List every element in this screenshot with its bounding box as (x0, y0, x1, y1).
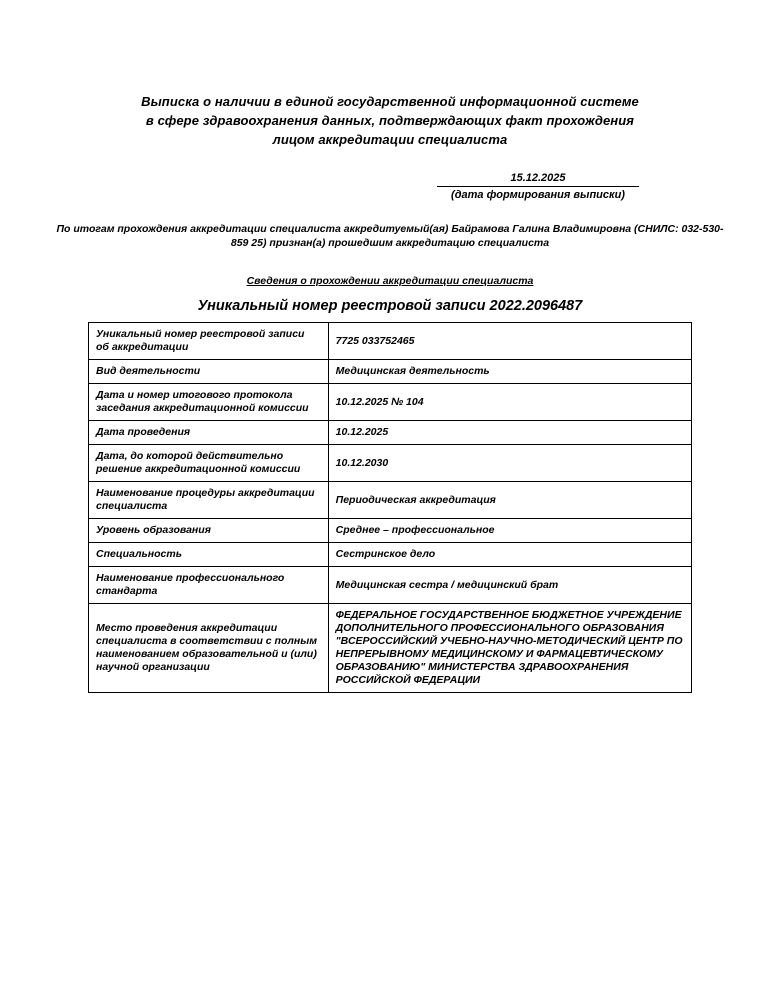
row-label: Наименование процедуры аккредитации специалиста (89, 482, 329, 519)
row-label: Дата проведения (89, 421, 329, 445)
row-value: Медицинская деятельность (328, 360, 691, 384)
row-value: Медицинская сестра / медицинский брат (328, 567, 691, 604)
row-value: Сестринское дело (328, 543, 691, 567)
document-title: Выписка о наличии в единой государственной информационной системе в сфере здравоохранения данных, подтверждающих факт прохождения лицом аккредитации специалиста (141, 94, 639, 147)
row-value: 7725 033752465 (328, 323, 691, 360)
table-row (89, 445, 692, 482)
extract-date-caption: (дата формирования выписки) (451, 189, 625, 201)
date-block (437, 171, 639, 202)
table-row (89, 519, 692, 543)
table-row (89, 543, 692, 567)
row-label: Дата и номер итогового протокола заседания аккредитационной комиссии (89, 384, 329, 421)
table-row (89, 384, 692, 421)
section-heading: Сведения о прохождении аккредитации специалиста (246, 275, 534, 287)
row-value: 10.12.2025 № 104 (328, 384, 691, 421)
row-label: Дата, до которой действительно решение аккредитационной комиссии (89, 445, 329, 482)
accreditation-table (88, 322, 692, 693)
table-row (89, 604, 692, 693)
row-label: Специальность (89, 543, 329, 567)
table-row (89, 421, 692, 445)
table-row (89, 482, 692, 519)
row-value: Периодическая аккредитация (328, 482, 691, 519)
row-label: Наименование профессионального стандарта (89, 567, 329, 604)
extract-date: 15.12.2025 (437, 171, 639, 187)
document-page (0, 92, 780, 982)
record-number-subtitle: Уникальный номер реестровой записи 2022.2096487 (197, 298, 583, 314)
row-value: ФЕДЕРАЛЬНОЕ ГОСУДАРСТВЕННОЕ БЮДЖЕТНОЕ УЧРЕЖДЕНИЕ ДОПОЛНИТЕЛЬНОГО ПРОФЕССИОНАЛЬНОГО ОБРАЗОВАНИЯ "ВСЕРОССИЙСКИЙ УЧЕБНО-НАУЧНО-МЕТОДИЧЕСКИЙ ЦЕНТР ПО НЕПРЕРЫВНОМУ МЕДИЦИНСКОМУ И ФАРМАЦЕВТИЧЕСКОМУ ОБРАЗОВАНИЮ" МИНИСТЕРСТВА ЗДРАВООХРАНЕНИЯ РОССИЙСКОЙ ФЕДЕРАЦИИ (328, 604, 691, 693)
table-row (89, 360, 692, 384)
row-value: 10.12.2030 (328, 445, 691, 482)
row-value: 10.12.2025 (328, 421, 691, 445)
table-row (89, 323, 692, 360)
row-label: Уникальный номер реестровой записи об аккредитации (89, 323, 329, 360)
table-row (89, 567, 692, 604)
row-label: Уровень образования (89, 519, 329, 543)
intro-paragraph: По итогам прохождения аккредитации специалиста аккредитуемый(ая) Байрамова Галина Владимировна (СНИЛС: 032-530-859 25) признан(а) прошедшим аккредитацию специалиста (56, 223, 724, 249)
row-label: Место проведения аккредитации специалиста в соответствии с полным наименованием образовательной и (или) научной организации (89, 604, 329, 693)
row-value: Среднее – профессиональное (328, 519, 691, 543)
row-label: Вид деятельности (89, 360, 329, 384)
